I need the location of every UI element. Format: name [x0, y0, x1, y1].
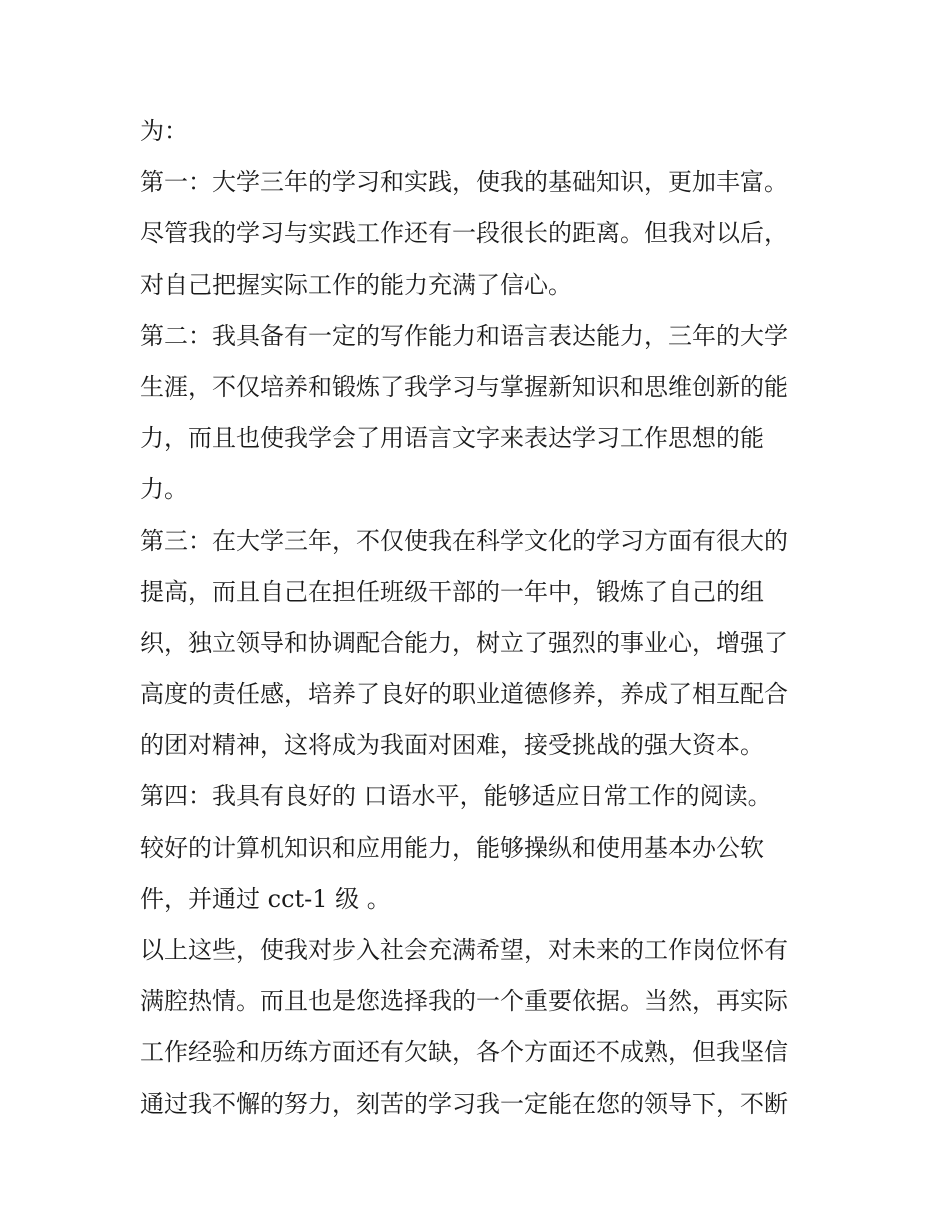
text-line: 力。: [140, 475, 188, 504]
text-line: 尽管我的学习与实践工作还有一段很长的距离。但我对以后，: [140, 219, 788, 248]
document-body: [140, 106, 820, 1130]
text-line: 为：: [140, 117, 188, 145]
text-line: 力，而且也使我学会了用语言文字来表达学习工作思想的能: [140, 424, 764, 453]
text-line: 第一：大学三年的学习和实践，使我的基础知识，更加丰富。: [140, 168, 788, 197]
text-line: 以上这些，使我对步入社会充满希望，对未来的工作岗位怀有: [140, 936, 788, 964]
text-line: 织，独立领导和协调配合能力，树立了强烈的事业心，增强了: [140, 628, 788, 657]
text-line: 第三：在大学三年，不仅使我在科学文化的学习方面有很大的: [140, 526, 788, 555]
text-line: 对自己把握实际工作的能力充满了信心。: [140, 270, 572, 299]
text-line: 第二：我具备有一定的写作能力和语言表达能力，三年的大学: [140, 321, 788, 350]
text-line: 生涯，不仅培养和锻炼了我学习与掌握新知识和思维创新的能: [140, 372, 788, 401]
text-line: 提高，而且自己在担任班级干部的一年中，锻炼了自己的组: [140, 577, 764, 606]
text-line: 工作经验和历练方面还有欠缺，各个方面还不成熟，但我坚信: [140, 1038, 788, 1067]
text-line: 第四：我具有良好的 口语水平，能够适应日常工作的阅读。: [140, 782, 772, 811]
text-line: 高度的责任感，培养了良好的职业道德修养，养成了相互配合: [140, 680, 788, 709]
text-line: 的团对精神，这将成为我面对困难，接受挑战的强大资本。: [140, 731, 764, 760]
text-line: 通过我不懈的努力，刻苦的学习我一定能在您的领导下，不断: [140, 1089, 788, 1118]
text-line: 满腔热情。而且也是您选择我的一个重要依据。当然，再实际: [140, 987, 788, 1016]
text-line: 较好的计算机知识和应用能力，能够操纵和使用基本办公软: [140, 833, 764, 862]
text-line: 件，并通过 cct-1 级 。: [140, 884, 391, 913]
